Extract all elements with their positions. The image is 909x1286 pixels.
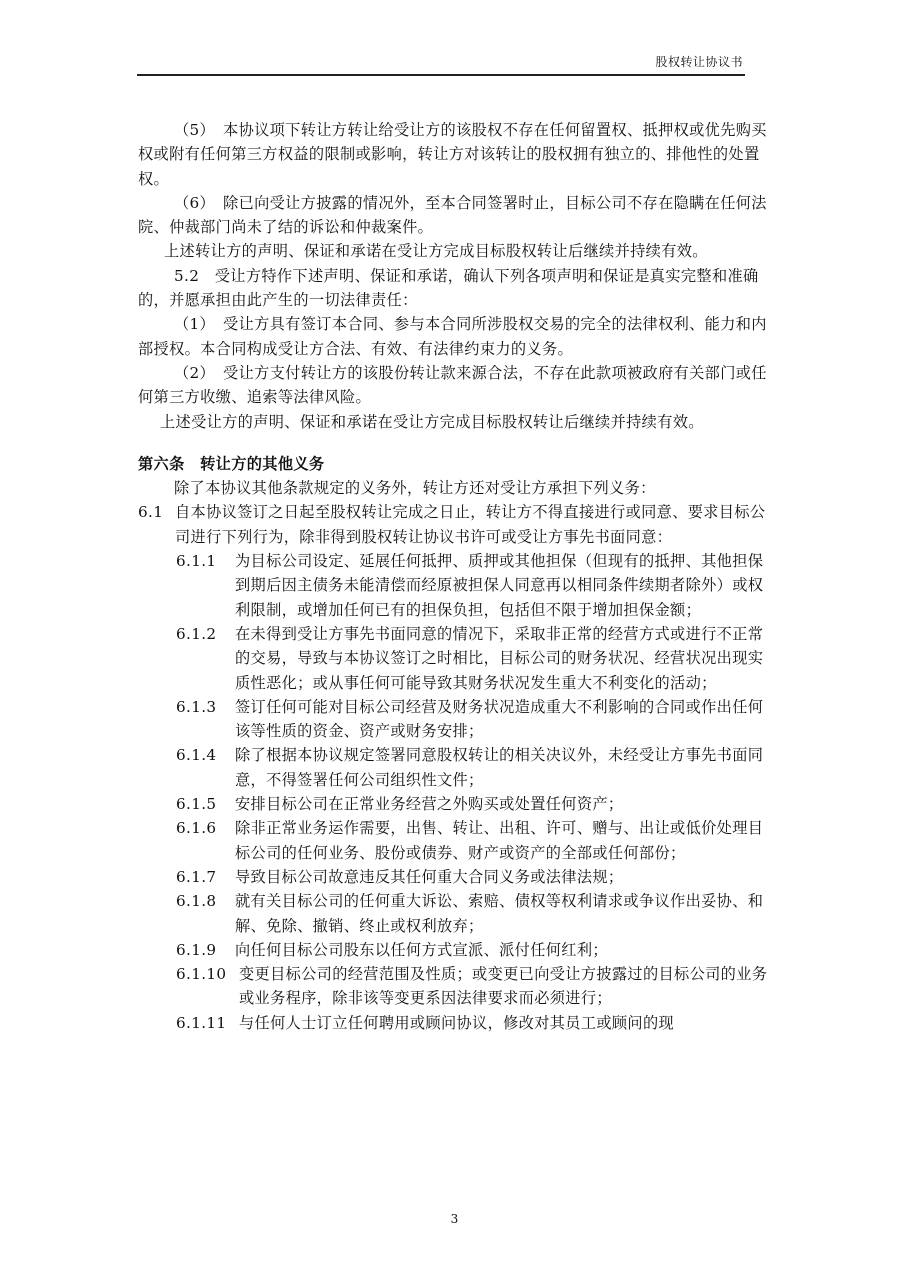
clause-6-1-9: [176, 938, 776, 962]
clause-number: 6.1.4: [176, 746, 217, 765]
clause-text: 为目标公司设定、延展任何抵押、质押或其他担保（但现有的抵押、其他担保到期后因主债务未能清偿而经原被担保人同意再以相同条件续期者除外）或权利限制，或增加任何已有的担保负担，包括但不限于增加担保金额；: [235, 552, 764, 619]
clause-number: 6.1.1: [176, 552, 217, 571]
clause-5-2-item-1: （1） 受让方具有签订本合同、参与本合同所涉股权交易的完全的法律权利、能力和内部授权。本合同构成受让方合法、有效、有法律约束力的义务。: [138, 315, 767, 358]
clause-6-1: [138, 500, 778, 549]
clause-5-2: 5.2 受让方特作下述声明、保证和承诺，确认下列各项声明和保证是真实完整和准确的，并愿承担由此产生的一切法律责任：: [138, 266, 759, 310]
clause-6-1-6: [176, 816, 776, 865]
clause-number: 6.1.7: [176, 867, 217, 886]
clause-5-1-summary: 上述转让方的声明、保证和承诺在受让方完成目标股权转让后继续并持续有效。: [164, 242, 708, 261]
clause-text: 在未得到受让方事先书面同意的情况下，采取非正常的经营方式或进行不正常的交易，导致与本协议签订之时相比，目标公司的财务状况、经营状况出现实质性恶化；或从事任何可能导致其财务状况发生重大不利变化的活动；: [235, 624, 764, 692]
clause-6-1-3: [176, 695, 776, 744]
clause-6-1-5: [176, 792, 776, 816]
clause-6-1-4: [176, 743, 776, 792]
clause-6-1-8: [176, 889, 776, 938]
clause-number: 6.1: [138, 503, 164, 522]
clause-text: 自本协议签订之日起至股权转让完成之日止，转让方不得直接进行或同意、要求目标公司进行下列行为，除非得到股权转让协议书许可或受让方事先书面同意：: [175, 503, 766, 546]
clause-text: 除非正常业务运作需要，出售、转让、出租、许可、赠与、出让或低价处理目标公司的任何业务、股份或债券、财产或资产的全部或任何部份；: [235, 819, 764, 862]
clause-5-1-item-6: （6） 除已向受让方披露的情况外，至本合同签署时止，目标公司不存在隐瞒在任何法院、仲裁部门尚未了结的诉讼和仲裁案件。: [138, 193, 767, 237]
clause-text: 就有关目标公司的任何重大诉讼、索赔、债权等权利请求或争议作出妥协、和解、免除、撤销、终止或权利放弃；: [235, 892, 764, 935]
clause-6-1-1: [176, 549, 776, 622]
clause-number: 6.1.3: [176, 697, 217, 716]
clause-5-2-item-2: （2） 受让方支付转让方的该股份转让款来源合法，不存在此款项被政府有关部门或任何第三方收缴、追索等法律风险。: [138, 363, 767, 407]
clause-number: 6.1.6: [176, 819, 217, 838]
clause-text: 变更目标公司的经营范围及性质；或变更已向受让方披露过的目标公司的业务或业务程序，除非该等变更系因法律要求而必须进行；: [239, 965, 768, 1008]
clause-number: 6.1.11: [176, 1013, 227, 1032]
clause-text: 安排目标公司在正常业务经营之外购买或处置任何资产；: [235, 795, 624, 814]
clause-text: 向任何目标公司股东以任何方式宣派、派付任何红利；: [235, 940, 608, 959]
clause-5-2-summary: 上述受让方的声明、保证和承诺在受让方完成目标股权转让后继续并持续有效。: [160, 412, 704, 431]
clause-number: 6.1.2: [176, 624, 217, 643]
clause-text: 导致目标公司故意违反其任何重大合同义务或法律法规；: [235, 867, 624, 886]
header-title: 股权转让协议书: [655, 55, 743, 69]
clause-number: 6.1.8: [176, 892, 217, 911]
page-number: 3: [450, 1212, 459, 1226]
clause-text: 签订任何可能对目标公司经营及财务状况造成重大不利影响的合同或作出任何该等性质的资金、资产或财务安排；: [235, 697, 764, 741]
clause-number: 6.1.5: [176, 795, 217, 814]
clause-6-1-2: [176, 622, 776, 695]
clause-6-1-11: [176, 1011, 776, 1035]
clause-number: 6.1.9: [176, 940, 217, 959]
document-body: [0, 118, 909, 1035]
page-header: [137, 44, 745, 76]
clause-text: 除了根据本协议规定签署同意股权转让的相关决议外，未经受让方事先书面同意，不得签署任何公司组织性文件；: [235, 746, 764, 789]
article-6-intro: 除了本协议其他条款规定的义务外，转让方还对受让方承担下列义务：: [174, 479, 656, 498]
clause-6-1-10: [176, 962, 776, 1011]
clause-number: 6.1.10: [176, 965, 227, 984]
clause-5-1-item-5: （5） 本协议项下转让方转让给受让方的该股权不存在任何留置权、抵押权或优先购买权或附有任何第三方权益的限制或影响，转让方对该转让的股权拥有独立的、排他性的处置权。: [138, 121, 767, 188]
clause-6-1-7: [176, 865, 776, 889]
article-6-heading: 第六条 转让方的其他义务: [138, 454, 325, 473]
clause-text: 与任何人士订立任何聘用或顾问协议，修改对其员工或顾问的现: [239, 1013, 675, 1032]
